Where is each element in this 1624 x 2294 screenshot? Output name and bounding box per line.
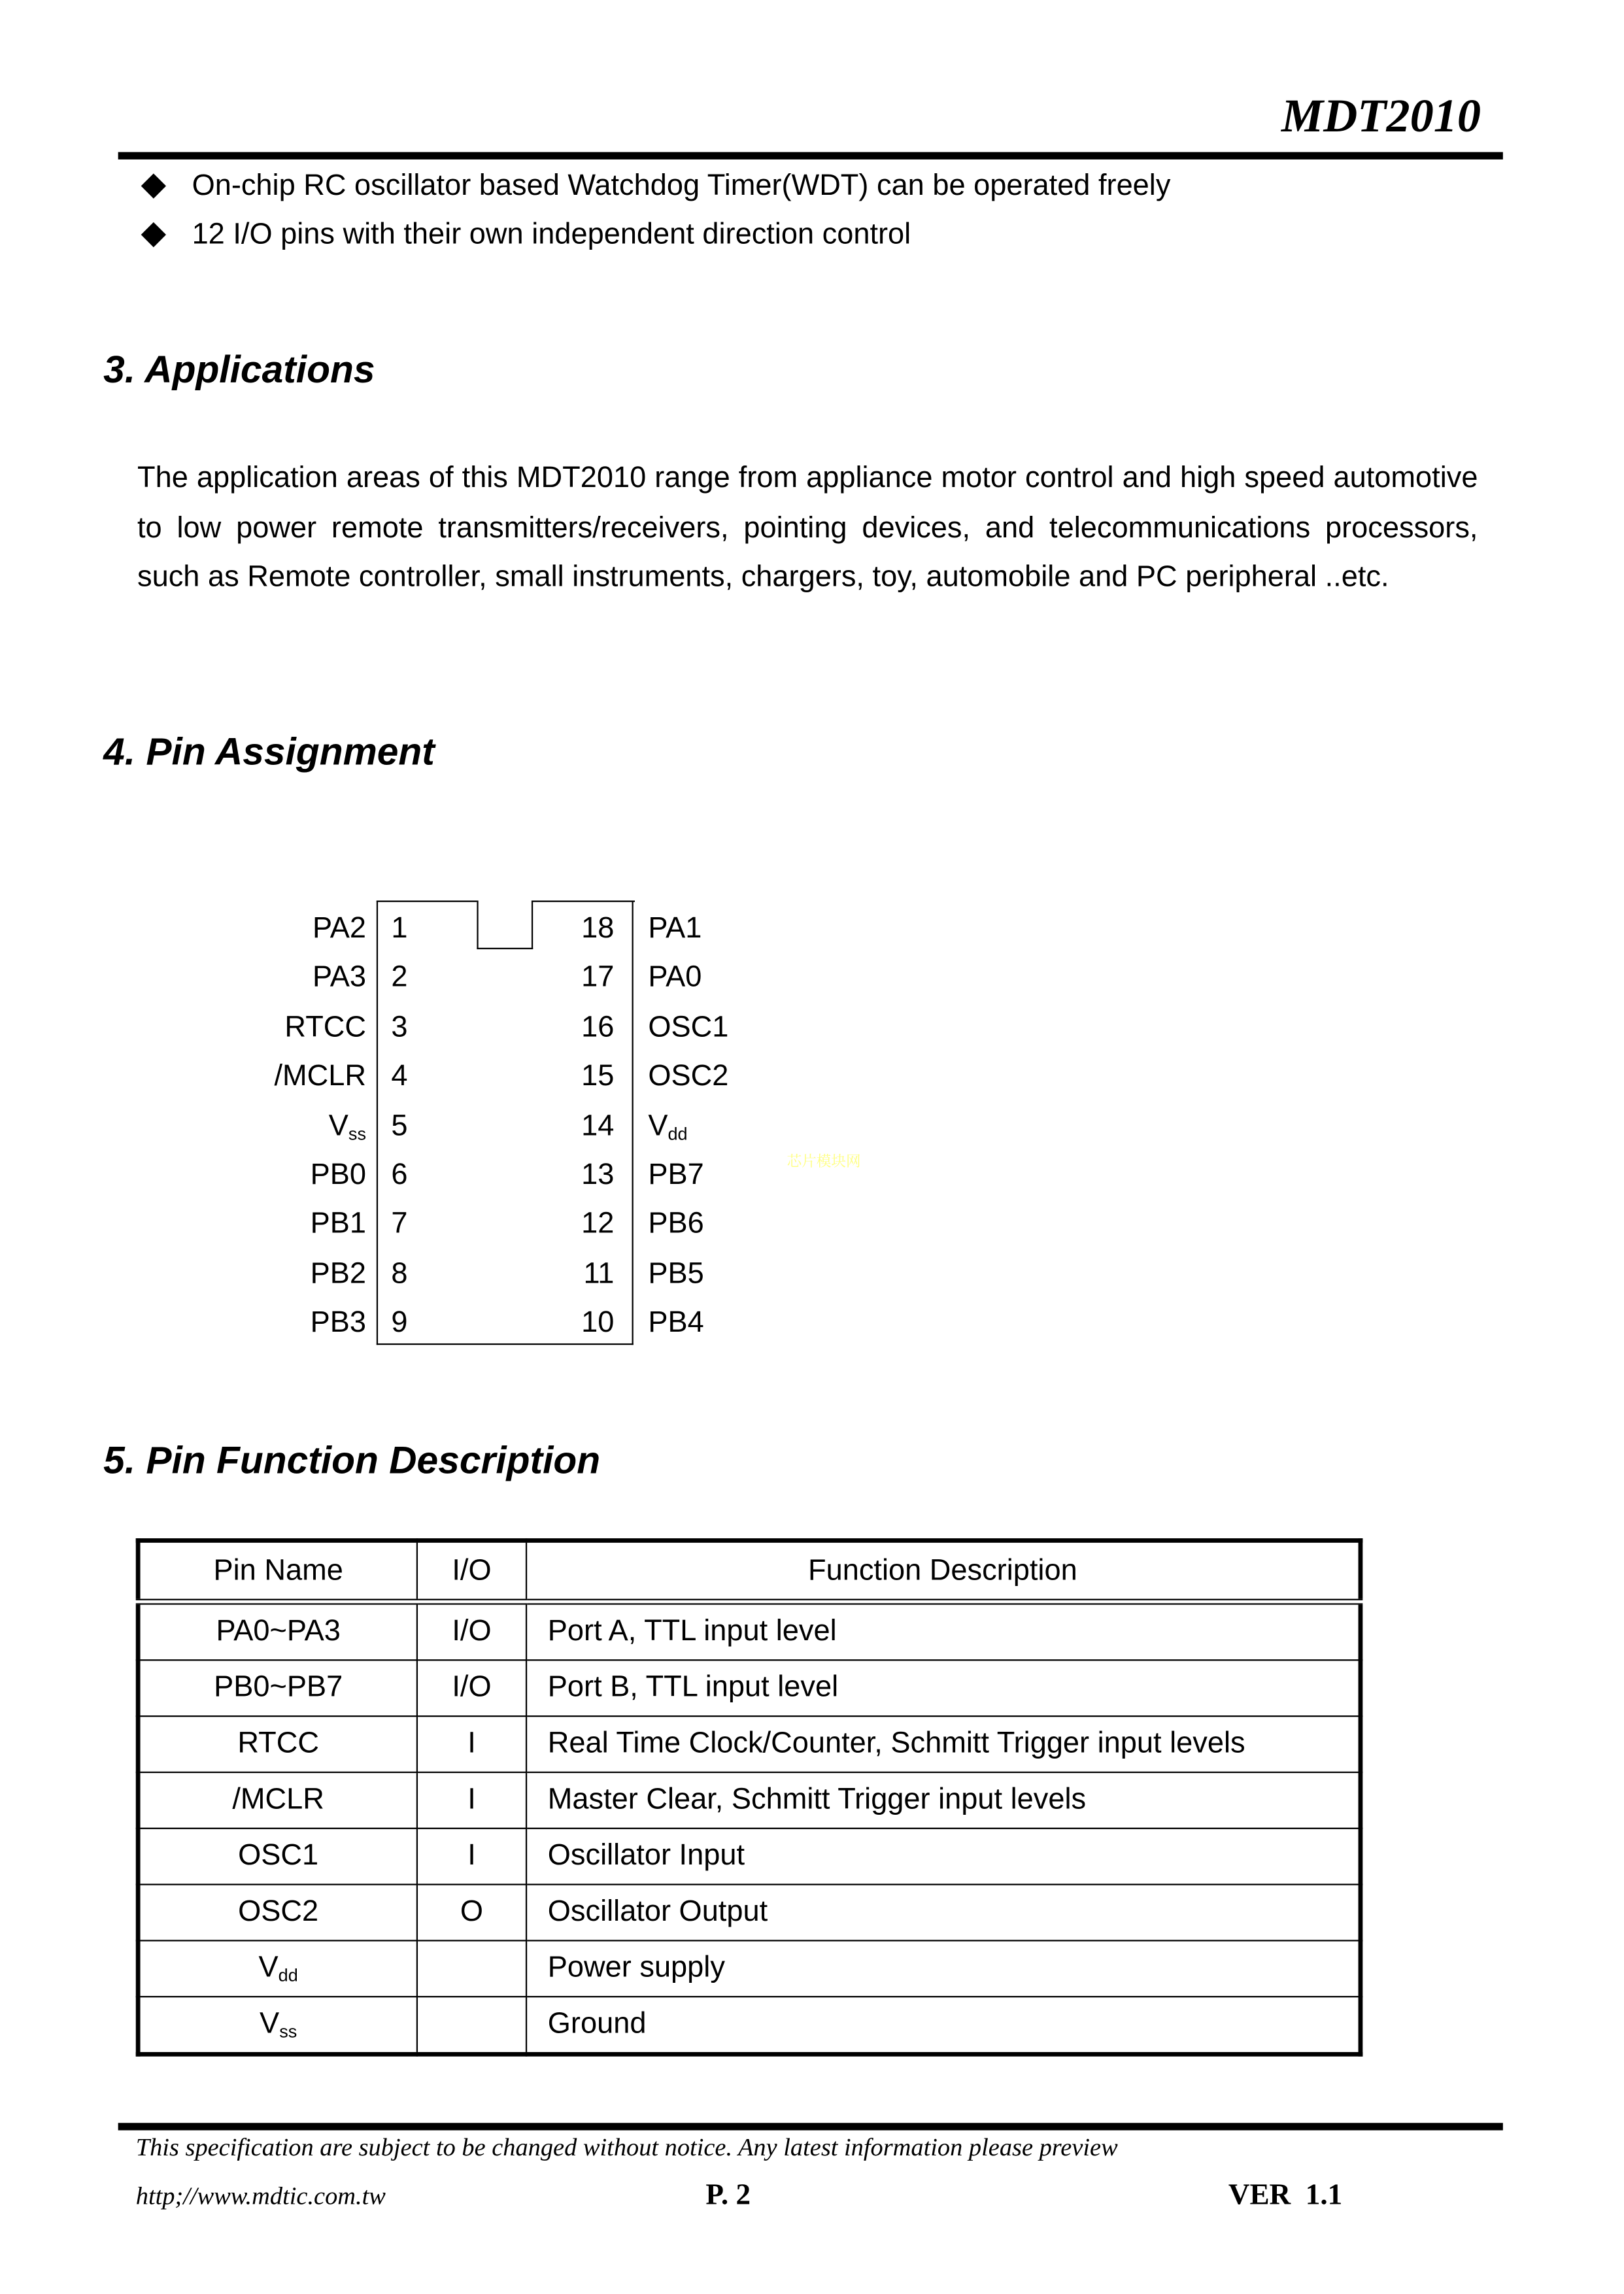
description-cell: Real Time Clock/Counter, Schmitt Trigger input levels: [526, 1716, 1361, 1772]
pin-name-text: OSC1: [648, 1011, 729, 1044]
pin-name-subscript: ss: [348, 1122, 367, 1144]
pin-name-text: RTCC: [284, 1011, 367, 1044]
table-header-row: [138, 1540, 1361, 1602]
footer-rule: [118, 2123, 1503, 2130]
pin-name-text: V: [328, 1109, 348, 1142]
io-cell: I: [417, 1772, 526, 1829]
right-pin-number: 13: [581, 1158, 615, 1192]
pin-name-text: PB4: [648, 1306, 704, 1340]
right-pin-name: [648, 1300, 703, 1349]
right-pin-number: 15: [581, 1060, 615, 1093]
document-title: MDT2010: [1281, 88, 1481, 142]
description-cell: Oscillator Output: [526, 1885, 1361, 1941]
pin-row: [0, 954, 1624, 1004]
pin-name: V: [260, 2008, 280, 2040]
pin-name-cell: [138, 1660, 417, 1716]
table-row: [138, 1772, 1361, 1829]
left-pin-number: 8: [391, 1257, 408, 1290]
right-pin-number: 16: [581, 1011, 615, 1044]
pin-name-text: PB2: [310, 1257, 367, 1290]
pin-name-subscript: ss: [279, 2021, 297, 2042]
pin-name: OSC2: [238, 1895, 319, 1929]
right-pin-number: 18: [581, 912, 615, 945]
left-pin-name: [313, 905, 366, 954]
left-pin-name: [311, 1250, 366, 1299]
pin-name: PA0~PA3: [216, 1615, 341, 1648]
pin-name: /MCLR: [232, 1783, 324, 1816]
io-cell: [417, 1940, 526, 1997]
right-pin-name: [648, 1053, 728, 1102]
right-pin-number: 12: [581, 1208, 615, 1241]
column-header: Function Description: [526, 1540, 1361, 1602]
column-header: Pin Name: [138, 1540, 417, 1602]
section-heading-pin-function: 5. Pin Function Description: [103, 1438, 601, 1483]
footer-notice: This specification are subject to be changed without notice. Any latest information please preview: [135, 2133, 1118, 2162]
left-pin-name: [311, 1201, 366, 1250]
bullet-text: 12 I/O pins with their own independent direction control: [192, 218, 911, 251]
pin-row: [0, 1102, 1624, 1151]
left-pin-number: 9: [391, 1306, 408, 1340]
left-pin-name: [274, 1053, 366, 1102]
left-pin-number: 5: [391, 1109, 408, 1142]
right-pin-name: [648, 1102, 687, 1158]
feature-bullet: [142, 218, 911, 252]
pin-name-cell: [138, 1885, 417, 1941]
applications-paragraph: The application areas of this MDT2010 range from appliance motor control and high speed automotive to low power remote transmitters/receivers, pointing devices, and telecommunications processors, such as Remote controller, small instruments, chargers, toy, automobile and PC peripheral ..etc.: [137, 462, 1478, 594]
pin-name-text: PB6: [648, 1208, 704, 1241]
page-number: P. 2: [705, 2179, 751, 2212]
left-pin-name: [311, 1151, 366, 1200]
description-cell: Ground: [526, 1997, 1361, 2054]
left-pin-name: [284, 1004, 366, 1053]
io-cell: [417, 1997, 526, 2054]
left-pin-number: 1: [391, 912, 408, 945]
table-row: [138, 1940, 1361, 1997]
bullet-text: On-chip RC oscillator based Watchdog Timer(WDT) can be operated freely: [192, 169, 1171, 203]
pin-name: RTCC: [237, 1727, 319, 1760]
pin-name-cell: [138, 1772, 417, 1829]
right-pin-name: [648, 1151, 703, 1200]
left-pin-name: [311, 1300, 366, 1349]
right-pin-name: [648, 1201, 703, 1250]
left-pin-number: 7: [391, 1208, 408, 1241]
io-cell: I: [417, 1829, 526, 1885]
io-cell: I/O: [417, 1660, 526, 1716]
left-pin-number: 3: [391, 1011, 408, 1044]
description-cell: Port B, TTL input level: [526, 1660, 1361, 1716]
pin-row: [0, 1250, 1624, 1299]
watermark: 芯片模块网: [787, 1154, 861, 1171]
pin-name-cell: [138, 1997, 417, 2054]
right-pin-number: 14: [581, 1109, 615, 1142]
diamond-bullet-icon: [141, 173, 166, 198]
description-cell: Port A, TTL input level: [526, 1602, 1361, 1660]
table-row: [138, 1660, 1361, 1716]
pin-name-text: /MCLR: [274, 1060, 367, 1093]
diamond-bullet-icon: [141, 222, 166, 246]
right-pin-number: 10: [581, 1306, 615, 1340]
pin-name-cell: [138, 1602, 417, 1660]
right-pin-name: [648, 905, 702, 954]
io-cell: O: [417, 1885, 526, 1941]
column-header: I/O: [417, 1540, 526, 1602]
version: VER 1.1: [1228, 2179, 1343, 2212]
table-row: [138, 1716, 1361, 1772]
pin-name-text: PA0: [648, 961, 702, 994]
pin-name-text: PA2: [312, 912, 367, 945]
description-cell: Power supply: [526, 1940, 1361, 1997]
right-pin-number: 17: [581, 961, 615, 994]
pin-name-text: OSC2: [648, 1060, 729, 1093]
footer-url: http;//www.mdtic.com.tw: [135, 2182, 386, 2210]
pin-name-text: PB1: [310, 1208, 367, 1241]
right-pin-number: 11: [583, 1257, 615, 1290]
pin-name-subscript: dd: [278, 1965, 298, 1986]
io-cell: I: [417, 1716, 526, 1772]
left-pin-number: 4: [391, 1060, 408, 1093]
pin-name-text: PB5: [648, 1257, 704, 1290]
pin-name-text: PB0: [310, 1158, 367, 1192]
pin-name-cell: [138, 1829, 417, 1885]
table-row: [138, 1829, 1361, 1885]
io-cell: I/O: [417, 1602, 526, 1660]
pin-function-table: [136, 1538, 1363, 2057]
pin-name: OSC1: [238, 1839, 319, 1872]
right-pin-name: [648, 1250, 703, 1299]
section-heading-pin-assignment: 4. Pin Assignment: [103, 729, 435, 774]
pin-row: [0, 1004, 1624, 1053]
pin-name-text: V: [648, 1109, 668, 1142]
pin-row: [0, 1300, 1624, 1349]
feature-bullet: [142, 170, 1171, 204]
pin-name-text: PA3: [312, 961, 367, 994]
right-pin-name: [648, 954, 702, 1004]
section-heading-applications: 3. Applications: [103, 346, 375, 392]
table-row: [138, 1997, 1361, 2054]
pin-name-cell: [138, 1940, 417, 1997]
left-pin-name: [329, 1102, 366, 1158]
left-pin-number: 6: [391, 1158, 408, 1192]
pin-name-subscript: dd: [668, 1122, 688, 1144]
pin-name-text: PB3: [310, 1306, 367, 1340]
left-pin-name: [313, 954, 366, 1004]
right-pin-name: [648, 1004, 728, 1053]
description-cell: Master Clear, Schmitt Trigger input levels: [526, 1772, 1361, 1829]
pin-name: V: [258, 1951, 279, 1985]
pin-name-text: PB7: [648, 1158, 704, 1192]
table-row: [138, 1885, 1361, 1941]
pin-row: [0, 1053, 1624, 1102]
pin-name-text: PA1: [648, 912, 702, 945]
pin-name: PB0~PB7: [214, 1671, 343, 1704]
pin-row: [0, 905, 1624, 954]
table-row: [138, 1602, 1361, 1660]
left-pin-number: 2: [391, 961, 408, 994]
description-cell: Oscillator Input: [526, 1829, 1361, 1885]
pin-row: [0, 1201, 1624, 1250]
pin-name-cell: [138, 1716, 417, 1772]
header-rule: [118, 152, 1503, 160]
